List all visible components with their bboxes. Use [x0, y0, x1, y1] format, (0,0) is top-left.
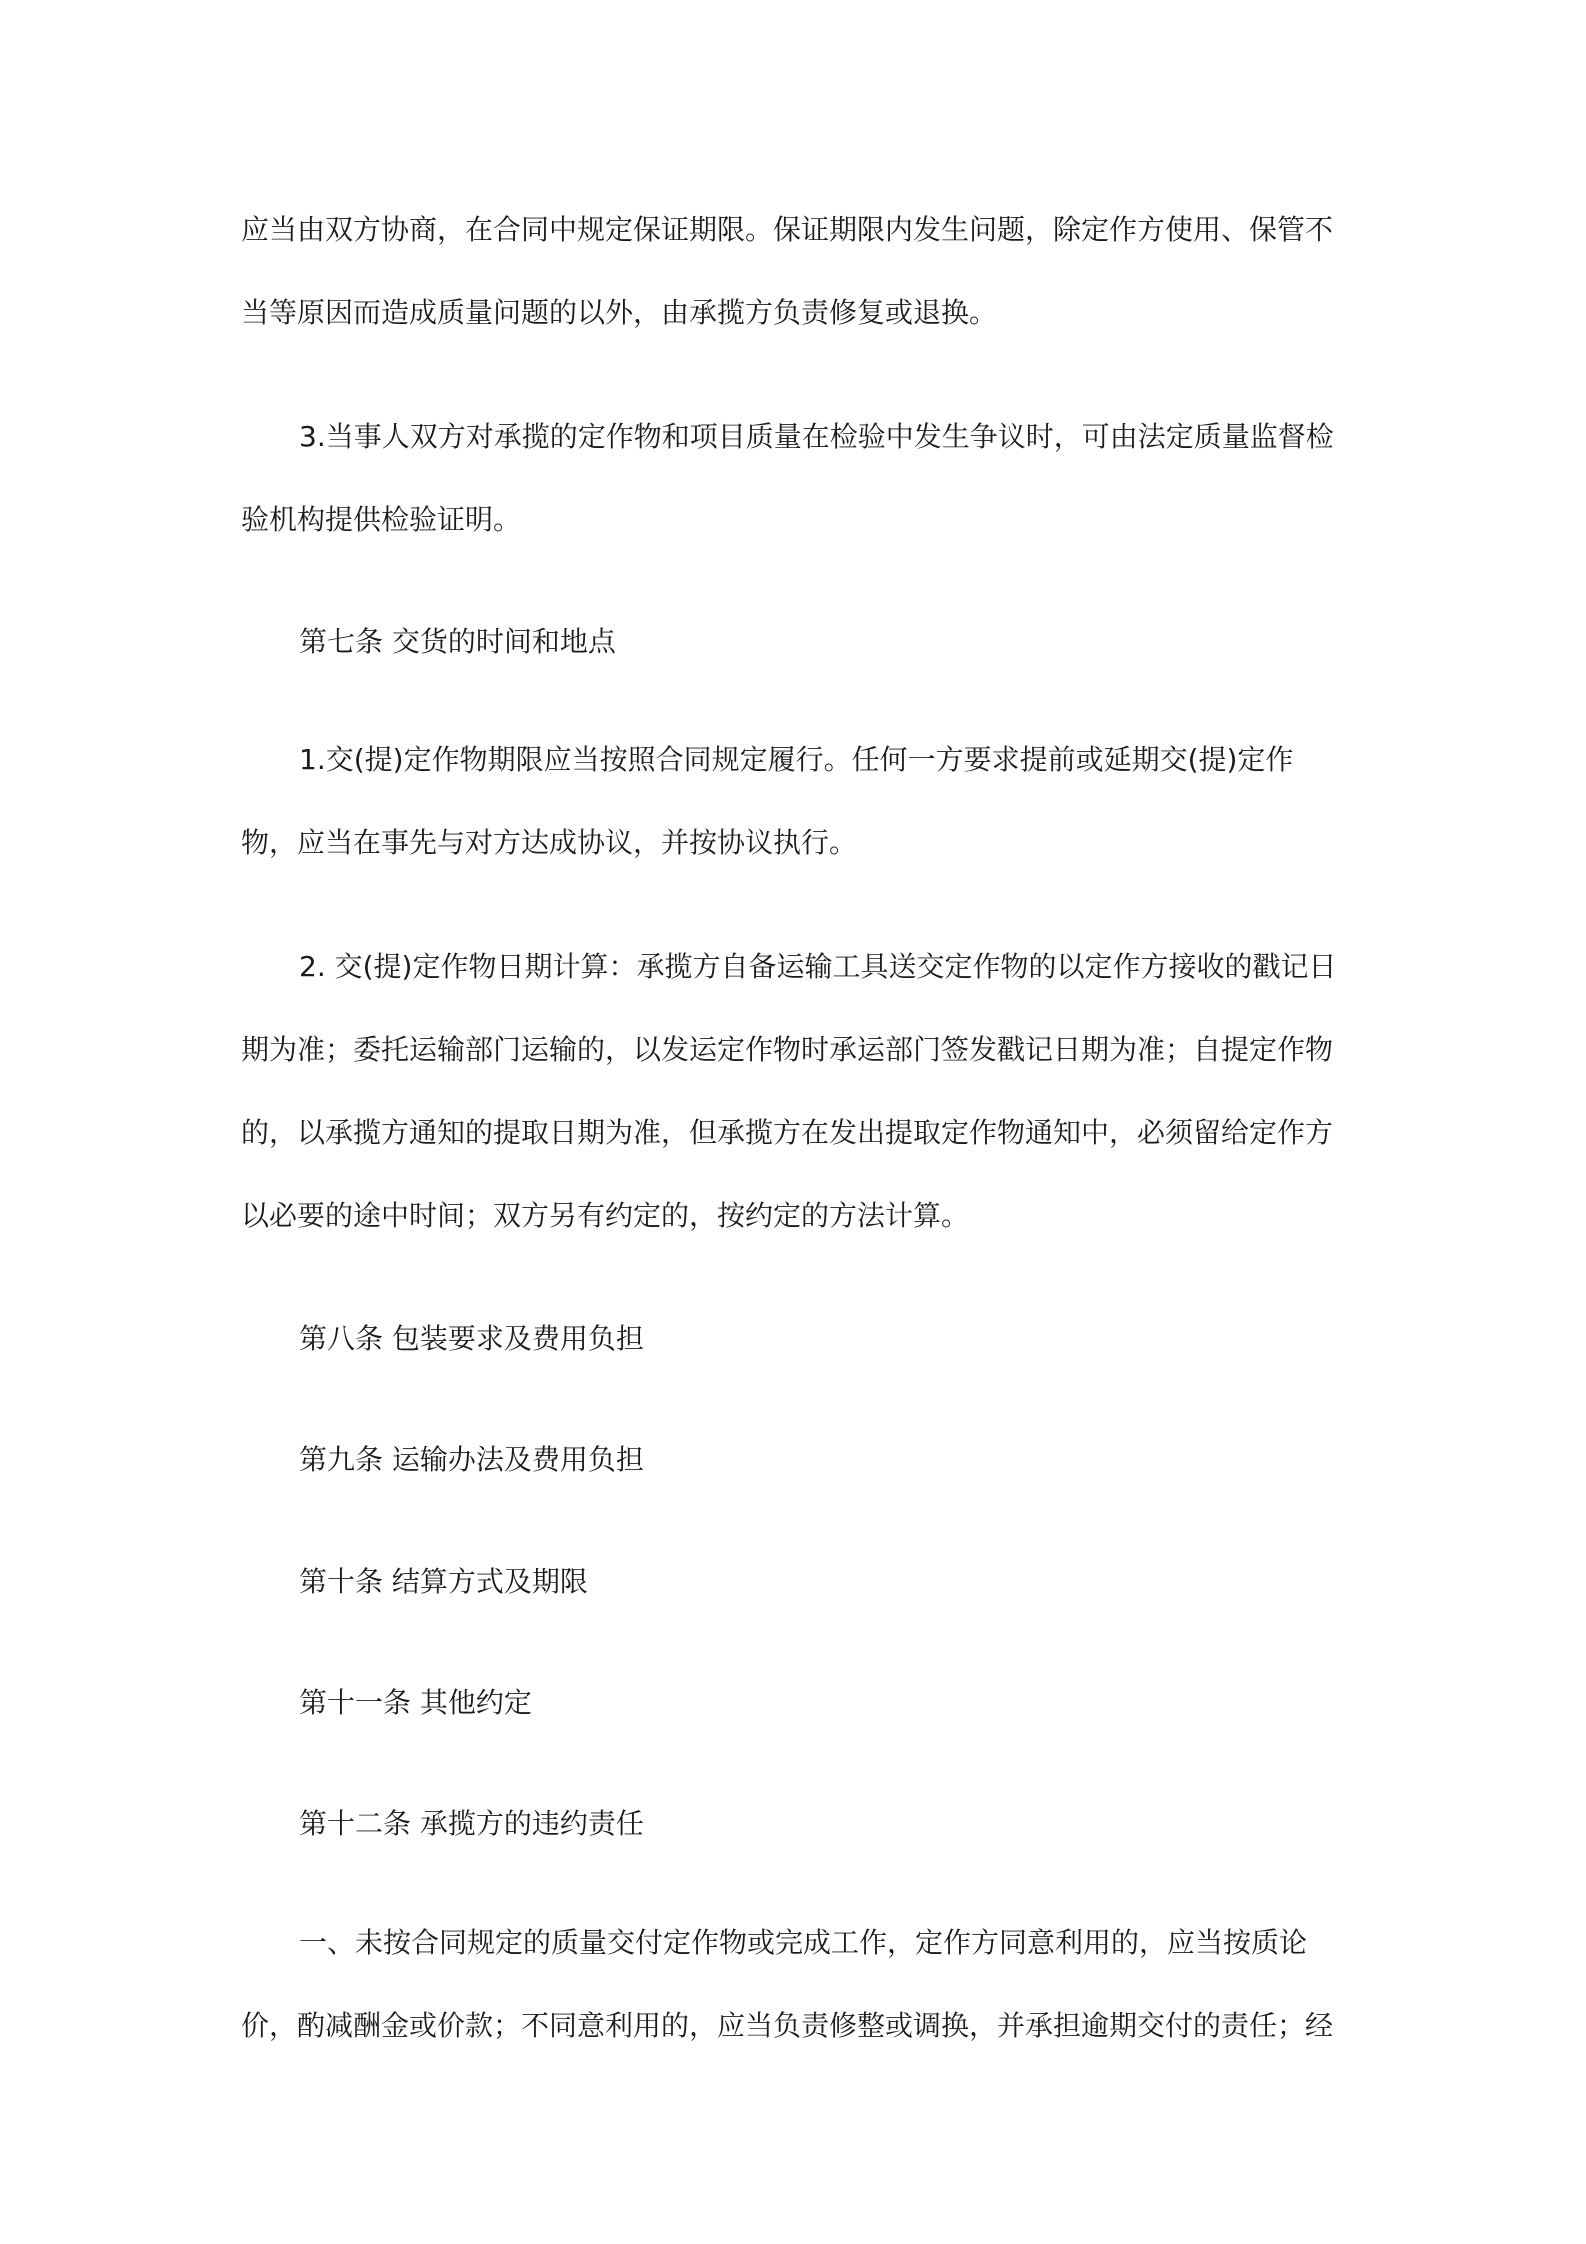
heading-article-9: 第九条 运输办法及费用负担 — [299, 1443, 644, 1476]
paragraph-contractor-liability-1: 一、未按合同规定的质量交付定作物或完成工作，定作方同意利用的，应当按质论价，酌减酬金或价款；不同意利用的，应当负责修整或调换，并承担逾期交付的责任；经 — [241, 1926, 1334, 2042]
paragraph-quality-dispute: 3.当事人双方对承揽的定作物和项目质量在检验中发生争议时，可由法定质量监督检验机构提供检验证明。 — [241, 420, 1334, 536]
heading-article-12: 第十二条 承揽方的违约责任 — [299, 1807, 644, 1840]
heading-article-8: 第八条 包装要求及费用负担 — [299, 1322, 644, 1355]
heading-article-10: 第十条 结算方式及期限 — [299, 1565, 588, 1598]
paragraph-delivery-date-calculation: 2. 交(提)定作物日期计算：承揽方自备运输工具送交定作物的以定作方接收的戳记日期为准；委托运输部门运输的，以发运定作物时承运部门签发戳记日期为准；自提定作物的，以承揽方通知的提取日期为准，但承揽方在发出提取定作物通知中，必须留给定作方以必要的途中时间；双方另有约定的，按约定的方法计算。 — [241, 950, 1337, 1232]
paragraph-delivery-deadline: 1.交(提)定作物期限应当按照合同规定履行。任何一方要求提前或延期交(提)定作物，应当在事先与对方达成协议，并按协议执行。 — [241, 743, 1294, 859]
paragraph-warranty-period: 应当由双方协商，在合同中规定保证期限。保证期限内发生问题，除定作方使用、保管不当等原因而造成质量问题的以外，由承揽方负责修复或退换。 — [241, 213, 1334, 329]
heading-article-7: 第七条 交货的时间和地点 — [299, 625, 616, 658]
heading-article-11: 第十一条 其他约定 — [299, 1686, 532, 1719]
